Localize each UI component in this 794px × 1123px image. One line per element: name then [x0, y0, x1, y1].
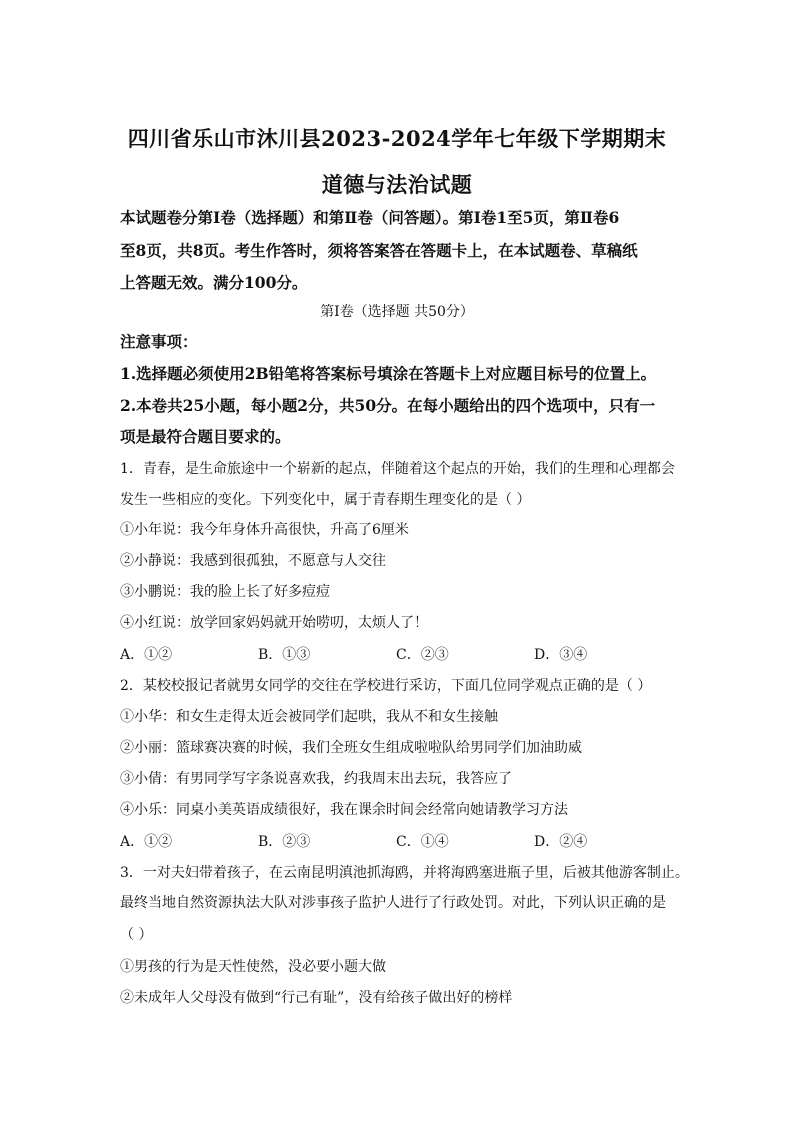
question-statement: ④小红说：放学回家妈妈就开始唠叨，太烦人了！ — [120, 615, 428, 631]
question-statement: ④小乐：同桌小美英语成绩很好，我在课余时间会经常向她请教学习方法 — [120, 802, 568, 818]
question-statement: ②小丽：篮球赛决赛的时候，我们全班女生组成啦啦队给男同学们加油助威 — [120, 740, 582, 756]
question-statement: ①男孩的行为是天性使然，没必要小题大做 — [120, 959, 386, 975]
question-stem: （ ） — [120, 927, 153, 943]
answer-option-d: D．③④ — [534, 647, 588, 663]
question-statement: ②小静说：我感到很孤独，不愿意与人交往 — [120, 553, 386, 569]
intro-line: 上答题无效。满分100分。 — [120, 273, 308, 292]
answer-option-b: B．②③ — [258, 834, 311, 850]
intro-line: 本试题卷分第Ⅰ卷（选择题）和第Ⅱ卷（问答题）。第Ⅰ卷1至5页，第Ⅱ卷6 — [120, 208, 620, 227]
question-statement: ②未成年人父母没有做到“行己有耻”，没有给孩子做出好的榜样 — [120, 990, 513, 1006]
notes-item: 2.本卷共25小题，每小题2分，共50分。在每小题给出的四个选项中，只有一 — [120, 396, 656, 415]
answer-option-c: C．②③ — [396, 647, 449, 663]
intro-line: 至8页，共8页。考生作答时，须将答案答在答题卡上，在本试题卷、草稿纸 — [120, 241, 638, 260]
exam-title: 四川省乐山市沐川县2023-2024学年七年级下学期期末 — [127, 126, 667, 151]
question-statement: ①小华：和女生走得太近会被同学们起哄，我从不和女生接触 — [120, 709, 498, 725]
question-stem: 发生一些相应的变化。下列变化中，属于青春期生理变化的是（ ） — [120, 492, 531, 508]
notes-item: 1.选择题必须使用2B铅笔将答案标号填涂在答题卡上对应题目标号的位置上。 — [120, 364, 657, 383]
answer-option-a: A．①② — [120, 647, 173, 663]
notes-heading: 注意事项： — [120, 332, 198, 351]
answer-option-d: D．②④ — [534, 834, 588, 850]
notes-item: 项是最符合题目要求的。 — [120, 427, 291, 446]
question-stem: 最终当地自然资源执法大队对涉事孩子监护人进行了行政处罚。对此，下列认识正确的是 — [120, 895, 666, 911]
answer-options — [120, 831, 680, 853]
question-stem: 2．某校校报记者就男女同学的交往在学校进行采访，下面几位同学观点正确的是（ ） — [120, 678, 652, 694]
answer-option-c: C．①④ — [396, 834, 449, 850]
question-statement: ③小鹏说：我的脸上长了好多痘痘 — [120, 584, 330, 600]
section-heading: 第Ⅰ卷（选择题 共50分） — [320, 304, 474, 320]
question-statement: ③小倩：有男同学写字条说喜欢我，约我周末出去玩，我答应了 — [120, 771, 512, 787]
answer-options — [120, 644, 680, 666]
exam-subtitle: 道德与法治试题 — [321, 172, 473, 197]
question-stem: 3．一对夫妇带着孩子，在云南昆明滇池抓海鸥，并将海鸥塞进瓶子里，后被其他游客制止。 — [120, 865, 689, 881]
question-stem: 1．青春，是生命旅途中一个崭新的起点，伴随着这个起点的开始，我们的生理和心理都会 — [120, 461, 675, 477]
answer-option-b: B．①③ — [258, 647, 311, 663]
question-statement: ①小年说：我今年身体升高很快，升高了6厘米 — [120, 522, 409, 538]
answer-option-a: A．①② — [120, 834, 173, 850]
